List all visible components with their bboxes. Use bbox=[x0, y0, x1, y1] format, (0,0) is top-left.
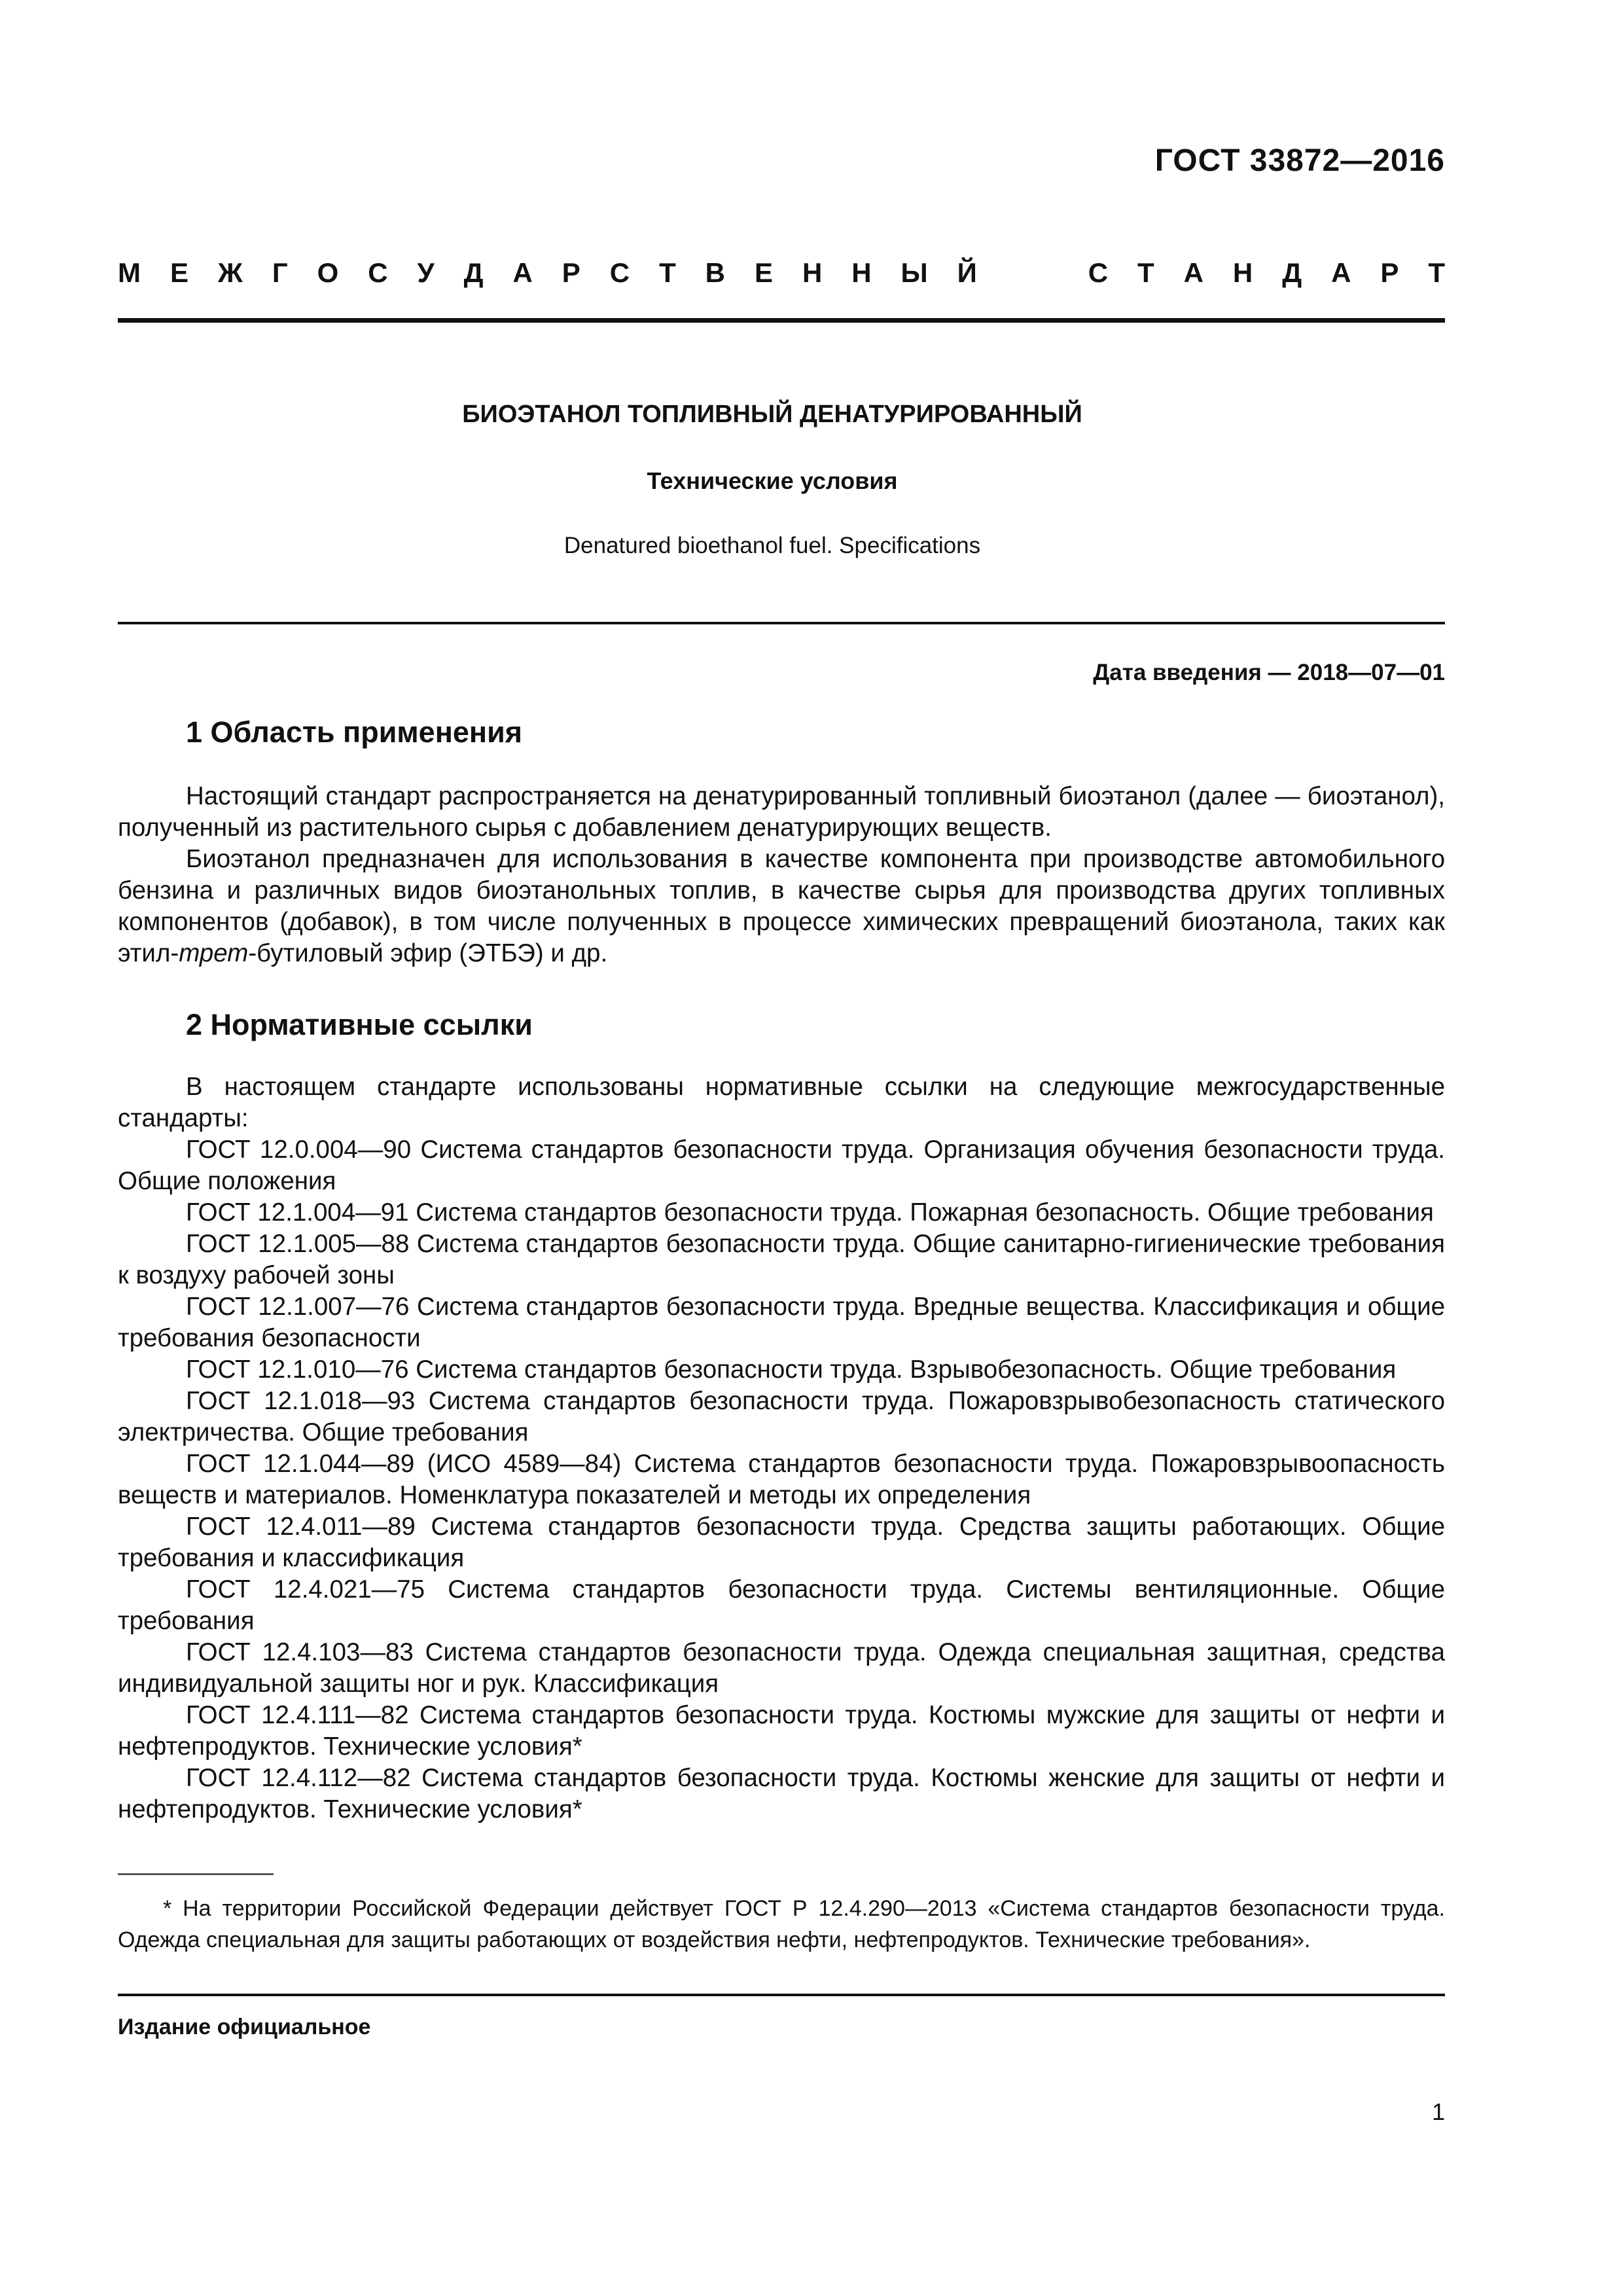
header-rule bbox=[118, 318, 1445, 323]
standard-type-letter: Д bbox=[463, 257, 484, 288]
standard-type-letter: Ы bbox=[901, 257, 928, 288]
standard-type-letter: Й bbox=[957, 257, 977, 288]
word-gap bbox=[1007, 257, 1059, 289]
standard-type-letter: Е bbox=[754, 257, 773, 288]
standard-type-letter: Т bbox=[659, 257, 676, 288]
reference-item: ГОСТ 12.1.007—76 Система стандартов безопасности труда. Вредные вещества. Классификация и общие требования безопасности bbox=[118, 1293, 1445, 1352]
document-subtitle: Технические условия bbox=[647, 467, 898, 494]
section-1-paragraph-1: Настоящий стандарт распространяется на денатурированный топливный биоэтанол (далее — биоэтанол), полученный из растительного сырья с добавлением денатурирующих веществ. bbox=[118, 782, 1445, 842]
reference-item: ГОСТ 12.4.111—82 Система стандартов безопасности труда. Костюмы мужские для защиты от нефти и нефтепродуктов. Технические условия* bbox=[118, 1701, 1445, 1761]
standard-type-letter: С bbox=[609, 257, 630, 288]
reference-item: ГОСТ 12.4.112—82 Система стандартов безопасности труда. Костюмы женские для защиты от нефти и нефтепродуктов. Технические условия* bbox=[118, 1764, 1445, 1823]
standard-type-letter: Г bbox=[272, 257, 288, 288]
standard-type-letter: Т bbox=[1137, 257, 1154, 288]
reference-item: ГОСТ 12.1.018—93 Система стандартов безопасности труда. Пожаровзрывобезопасность статического электричества. Общие требования bbox=[118, 1387, 1445, 1446]
reference-item: ГОСТ 12.4.021—75 Система стандартов безопасности труда. Системы вентиляционные. Общие требования bbox=[118, 1575, 1445, 1635]
paragraph-text: -бутиловый эфир (ЭТБЭ) и др. bbox=[248, 939, 608, 967]
standard-type-letter: У bbox=[417, 257, 435, 288]
standard-type-letter: Н bbox=[851, 257, 872, 288]
reference-item: ГОСТ 12.0.004—90 Система стандартов безопасности труда. Организация обучения безопасности труда. Общие положения bbox=[118, 1136, 1445, 1195]
reference-item: ГОСТ 12.1.044—89 (ИСО 4589—84) Система стандартов безопасности труда. Пожаровзрывоопасность веществ и материалов. Номенклатура показателей и методы их определения bbox=[118, 1450, 1445, 1509]
footnote: * На территории Российской Федерации действует ГОСТ Р 12.4.290—2013 «Система стандартов безопасности труда. Одежда специальная для защиты работающих от воздействия нефти, нефтепродуктов. Технические требования». bbox=[118, 1896, 1445, 1952]
standard-type-letter: Н bbox=[802, 257, 823, 288]
standard-type-letter: Т bbox=[1428, 257, 1445, 288]
standard-type-letter: С bbox=[1088, 257, 1109, 288]
standard-type-letter: Д bbox=[1282, 257, 1302, 288]
footer-rule bbox=[118, 1994, 1445, 1996]
standard-type-letter: Н bbox=[1232, 257, 1253, 288]
italic-term: трет bbox=[179, 939, 249, 967]
standard-type-heading bbox=[118, 257, 1445, 289]
reference-item: ГОСТ 12.1.005—88 Система стандартов безопасности труда. Общие санитарно-гигиенические требования к воздуху рабочей зоны bbox=[118, 1230, 1445, 1289]
references-intro: В настоящем стандарте использованы нормативные ссылки на следующие межгосударственные стандарты: bbox=[118, 1073, 1445, 1132]
footnote-rule bbox=[118, 1873, 274, 1875]
reference-item: ГОСТ 12.4.011—89 Система стандартов безопасности труда. Средства защиты работающих. Общие требования и классификация bbox=[118, 1513, 1445, 1572]
standard-type-letter: А bbox=[512, 257, 533, 288]
standard-type-letter: А bbox=[1331, 257, 1351, 288]
section-1-paragraph-2 bbox=[118, 844, 1445, 969]
document-title-english: Denatured bioethanol fuel. Specifications bbox=[563, 533, 981, 558]
section-1-heading: 1 Область применения bbox=[186, 715, 523, 749]
title-rule bbox=[118, 622, 1445, 624]
standard-type-letter: М bbox=[118, 257, 141, 288]
document-number: ГОСТ 33872—2016 bbox=[1154, 143, 1445, 178]
official-edition-label: Издание официальное bbox=[118, 2015, 371, 2039]
standard-type-letter: С bbox=[368, 257, 388, 288]
standard-type-letter: Е bbox=[169, 257, 188, 288]
reference-item: ГОСТ 12.1.010—76 Система стандартов безопасности труда. Взрывобезопасность. Общие требования bbox=[186, 1355, 1397, 1384]
paragraph-text: Биоэтанол предназначен для использования в качестве компонента при производстве автомобильного бензина и различных видов биоэтанольных топлив, в качестве сырья для производства других топливных компонентов (добавок), в том числе полученных в процессе химических превращений биоэтанола, таких как этил- bbox=[118, 845, 1445, 967]
standard-type-letter: Р bbox=[1380, 257, 1399, 288]
standard-type-letter: О bbox=[317, 257, 339, 288]
standard-type-letter: А bbox=[1183, 257, 1204, 288]
document-title: БИОЭТАНОЛ ТОПЛИВНЫЙ ДЕНАТУРИРОВАННЫЙ bbox=[462, 401, 1082, 428]
standard-type-letter: В bbox=[705, 257, 726, 288]
introduction-date: Дата введения — 2018—07—01 bbox=[1093, 660, 1445, 685]
standard-type-letter: Ж bbox=[217, 257, 243, 288]
reference-item: ГОСТ 12.4.103—83 Система стандартов безопасности труда. Одежда специальная защитная, средства индивидуальной защиты ног и рук. Классификация bbox=[118, 1638, 1445, 1698]
reference-item: ГОСТ 12.1.004—91 Система стандартов безопасности труда. Пожарная безопасность. Общие требования bbox=[186, 1198, 1434, 1227]
section-2-heading: 2 Нормативные ссылки bbox=[186, 1008, 533, 1041]
page-number: 1 bbox=[1431, 2098, 1445, 2125]
normative-references-list bbox=[118, 1071, 1445, 1825]
standard-type-letter: Р bbox=[562, 257, 580, 288]
